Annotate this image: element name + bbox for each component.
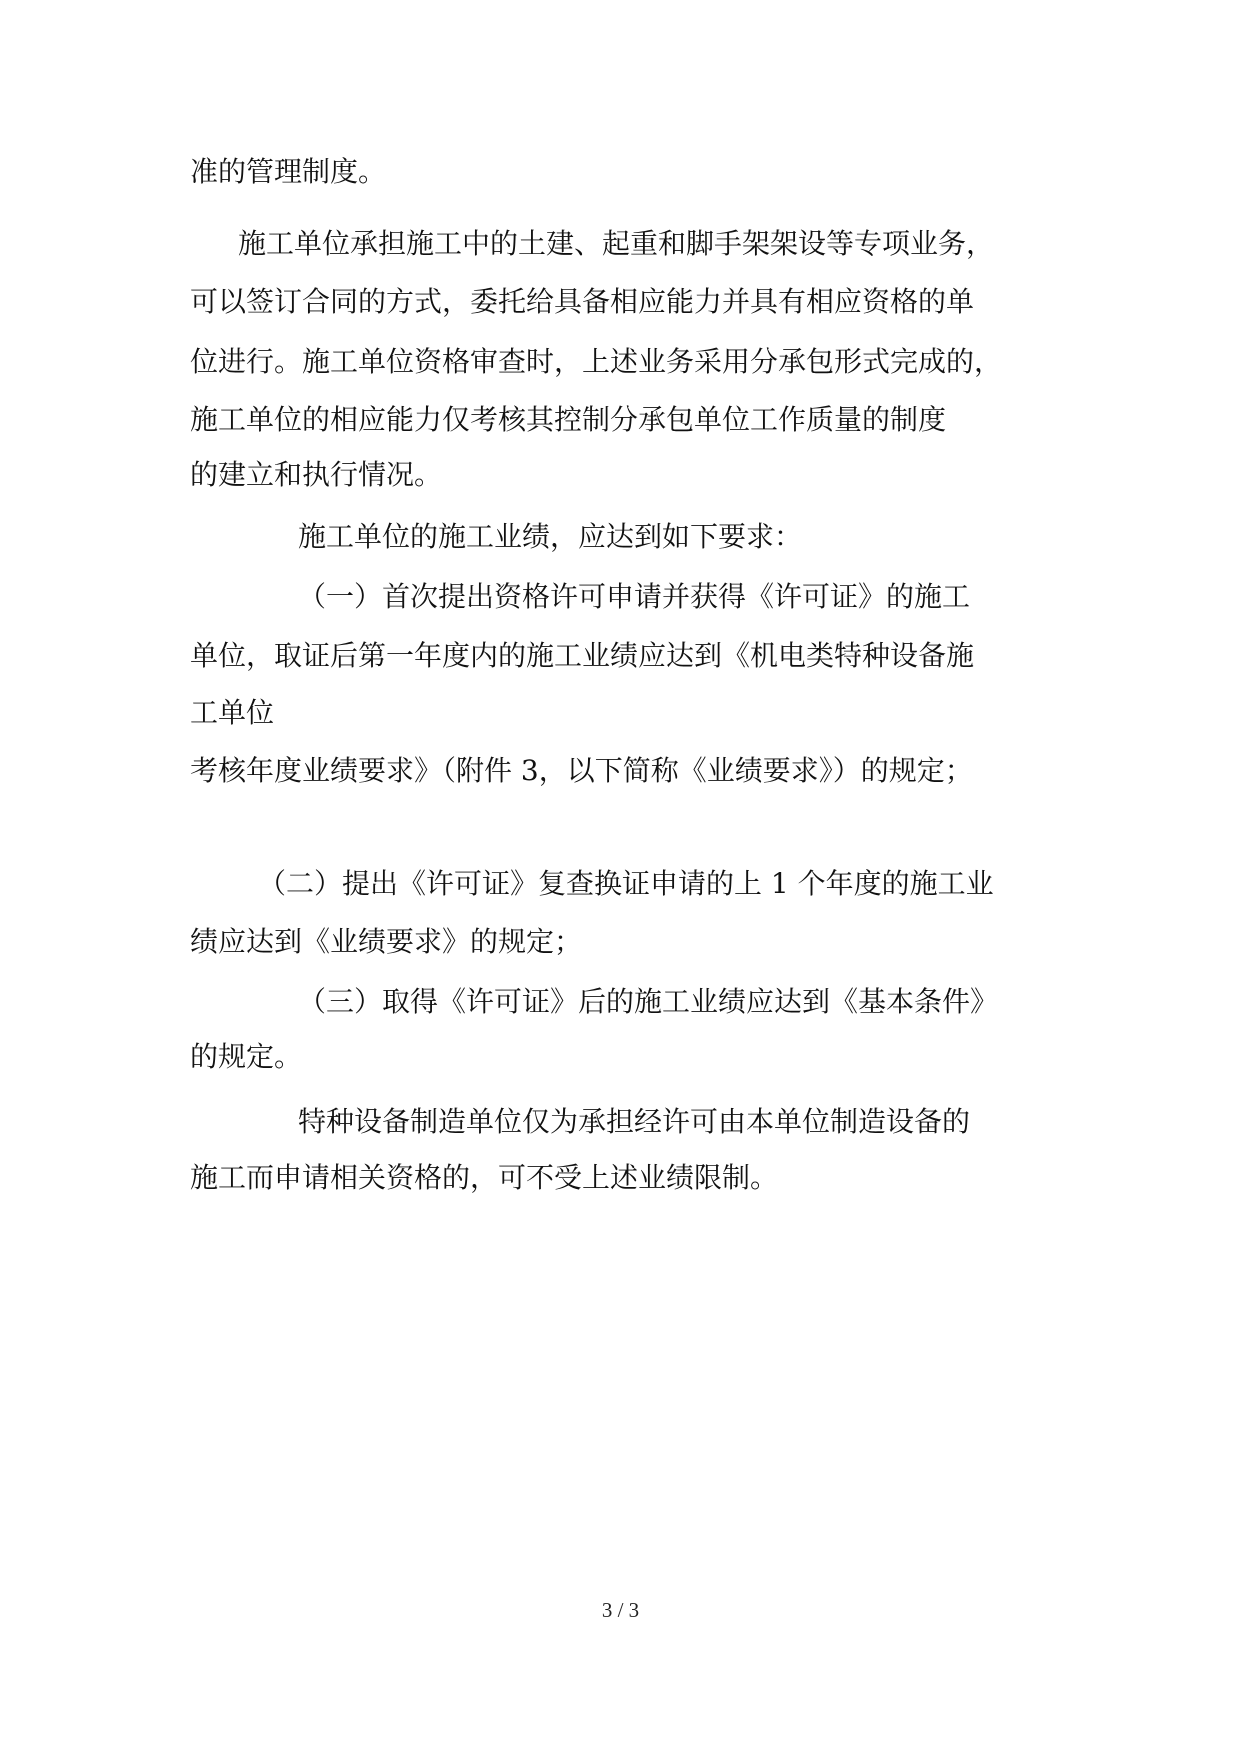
text-line: 施工单位的相应能力仅考核其控制分承包单位工作质量的制度 [190,403,947,436]
text-line: 施工而申请相关资格的，可不受上述业绩限制。 [190,1161,779,1194]
text-line: 的建立和执行情况。 [190,458,443,491]
text-line: （二）提出《许可证》复查换证申请的上 1 个年度的施工业 [258,867,994,900]
page-number: 3 / 3 [601,1598,640,1622]
text-line: 单位，取证后第一年度内的施工业绩应达到《机电类特种设备施 [190,639,975,672]
text-line: 可以签订合同的方式，委托给具备相应能力并具有相应资格的单 [190,285,975,318]
text-line: 施工单位的施工业绩，应达到如下要求： [298,520,803,553]
text-line: （三）取得《许可证》后的施工业绩应达到《基本条件》 [298,985,999,1018]
text-line: 绩应达到《业绩要求》的规定； [190,925,583,958]
text-line: 特种设备制造单位仅为承担经许可由本单位制造设备的 [298,1105,971,1138]
text-line: （一）首次提出资格许可申请并获得《许可证》的施工 [298,580,971,613]
text-line: 施工单位承担施工中的土建、起重和脚手架架设等专项业务， [238,227,995,260]
text-line: 位进行。施工单位资格审查时，上述业务采用分承包形式完成的， [190,345,1003,378]
text-line: 准的管理制度。 [190,155,387,188]
text-line: 工单位 [190,696,275,729]
text-line: 的规定。 [190,1040,303,1073]
text-line: 考核年度业绩要求》（附件 3，以下简称《业绩要求》）的规定； [190,754,973,787]
